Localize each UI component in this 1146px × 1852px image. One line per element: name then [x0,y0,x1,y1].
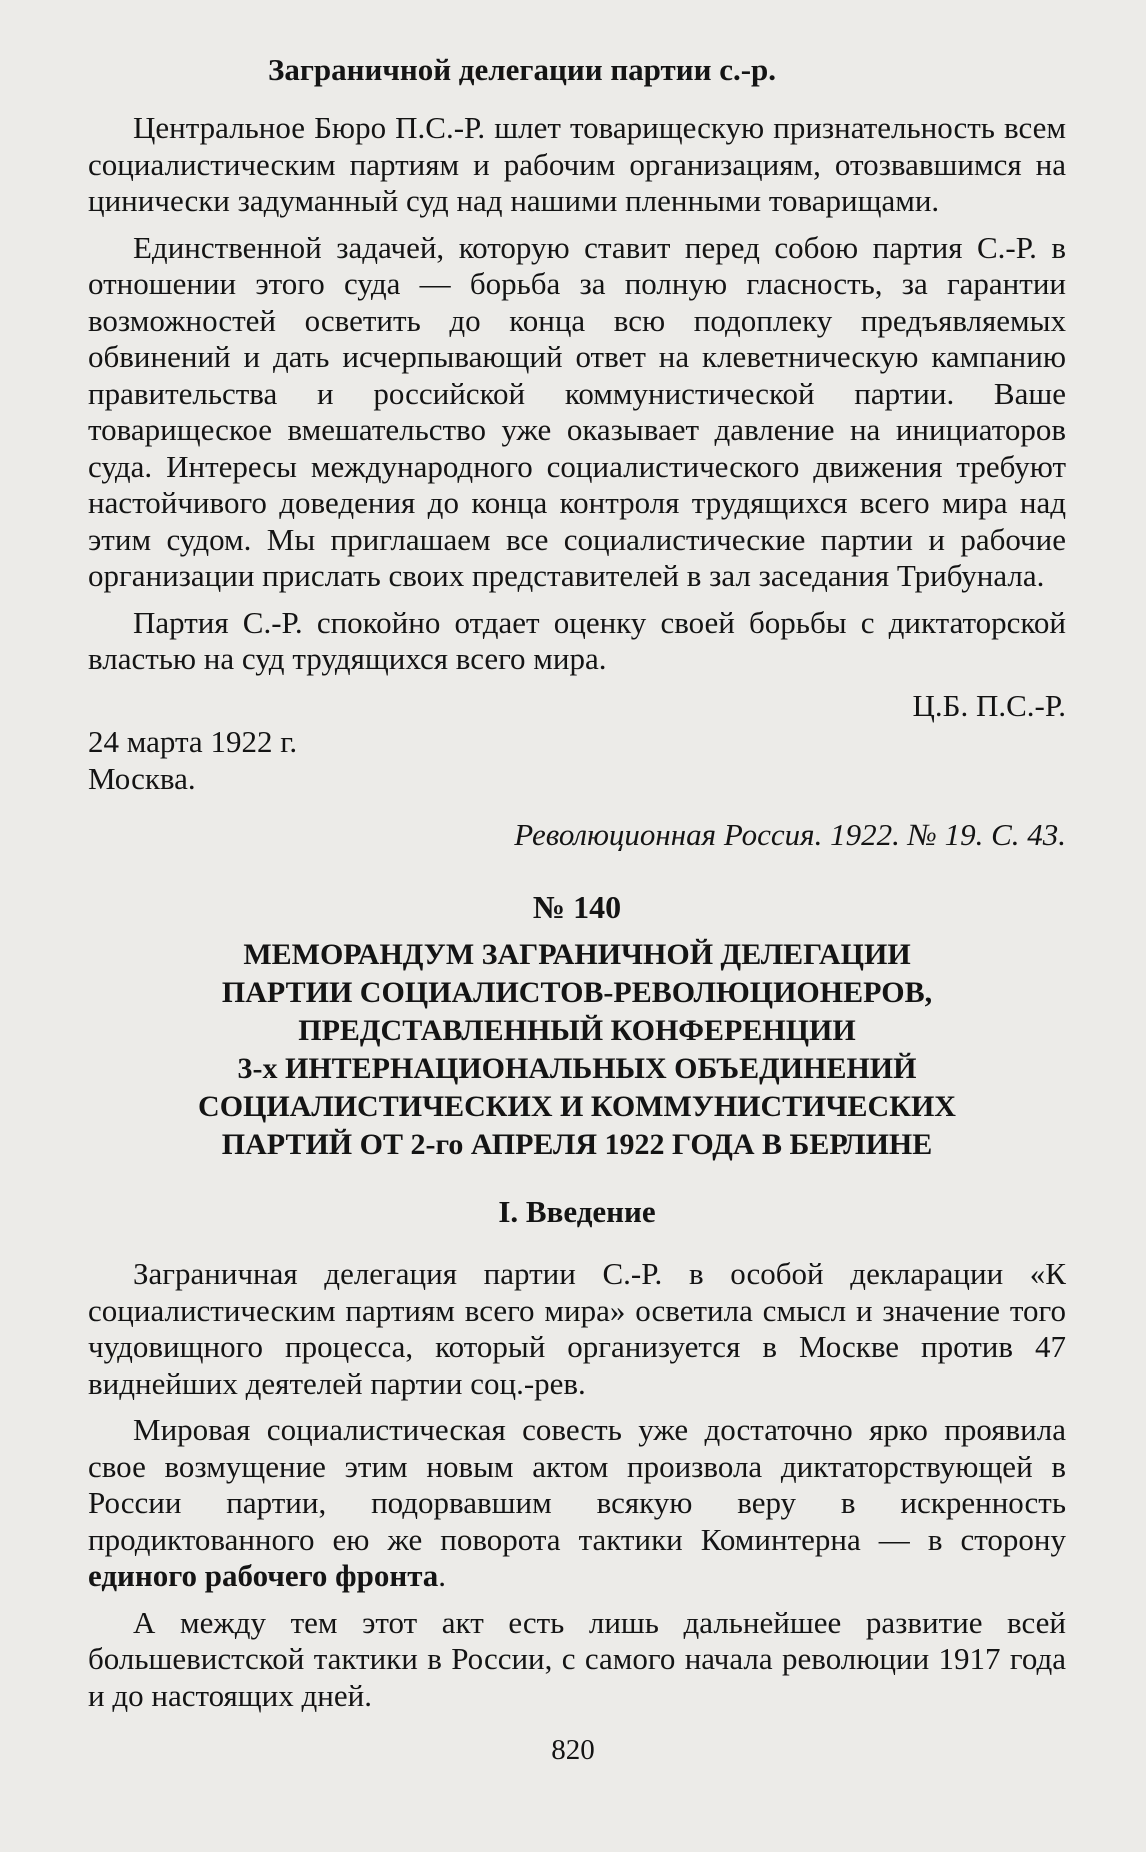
memo-paragraph-2-text: Мировая социалистическая совесть уже достаточно ярко проявила свое возмущение этим новым актом произвола диктаторствующей в России партии, подорвавшим всякую веру в искренность продиктованного ею же поворота тактики Коминтерна — в сторону [88,1412,1066,1557]
title-line: 3-х ИНТЕРНАЦИОНАЛЬНЫХ ОБЪЕДИНЕНИЙ [237,1052,917,1085]
title-line: ПАРТИЙ ОТ 2-го АПРЕЛЯ 1922 ГОДА В БЕРЛИНЕ [221,1128,933,1161]
running-heading: Заграничной делегации партии с.-р. [267,52,777,87]
letter-paragraph-2: Единственной задачей, которую ставит перед собою партия С.-Р. в отношении этого суда — борьба за полную гласность, за гарантии возможностей осветить до конца всю подоплеку предъявляемых обвинений и дать исчерпывающий ответ на клеветническую кампанию правительства и российской коммунистической партии. Ваше товарищеское вмешательство уже оказывает давление на инициаторов суда. Интересы международного социалистического движения требуют настойчивого доведения до конца контроля трудящихся всего мира над этим судом. Мы приглашаем все социалистические партии и рабочие организации прислать своих представителей в зал заседания Трибунала. [88,229,1066,593]
title-line: ПРЕДСТАВЛЕННЫЙ КОНФЕРЕНЦИИ [298,1014,856,1047]
letter-signature: Ц.Б. П.С.-Р. [912,687,1066,723]
source-citation: Революционная Россия. 1922. № 19. С. 43. [514,817,1066,852]
emphasis-united-front: единого рабочего фронта [88,1558,439,1593]
memo-paragraph-3: А между тем этот акт есть лишь дальнейшее развитие всей большевистской тактики в России, с самого начала революции 1917 года и до настоящих дней. [88,1604,1066,1713]
document-number: № 140 [532,889,622,925]
section-heading: I. Введение [498,1194,656,1229]
title-line: МЕМОРАНДУМ ЗАГРАНИЧНОЙ ДЕЛЕГАЦИИ [243,938,911,971]
letter-place: Москва. [88,760,196,796]
letter-date: 24 марта 1922 г. [88,724,298,759]
page-number: 820 [551,1734,595,1766]
title-line: ПАРТИИ СОЦИАЛИСТОВ-РЕВОЛЮЦИОНЕРОВ, [221,976,933,1009]
title-line: СОЦИАЛИСТИЧЕСКИХ И КОММУНИСТИЧЕСКИХ [198,1090,956,1123]
letter-paragraph-3: Партия С.-Р. спокойно отдает оценку своей борьбы с диктаторской властью на суд трудящихся всего мира. [88,604,1066,676]
memo-paragraph-2-end: . [438,1558,447,1593]
memo-paragraph-1: Заграничная делегация партии С.-Р. в особой декларации «К социалистическим партиям всего мира» осветила смысл и значение того чудовищного процесса, который организуется в Москве против 47 виднейших деятелей партии соц.-рев. [88,1256,1066,1401]
letter-paragraph-1: Центральное Бюро П.С.-Р. шлет товарищескую признательность всем социалистическим партиям и рабочим организациям, отозвавшимся на цинически задуманный суд над нашими пленными товарищами. [88,110,1066,218]
memo-paragraph-2 [88,1412,1066,1595]
document-title [88,936,1066,1164]
